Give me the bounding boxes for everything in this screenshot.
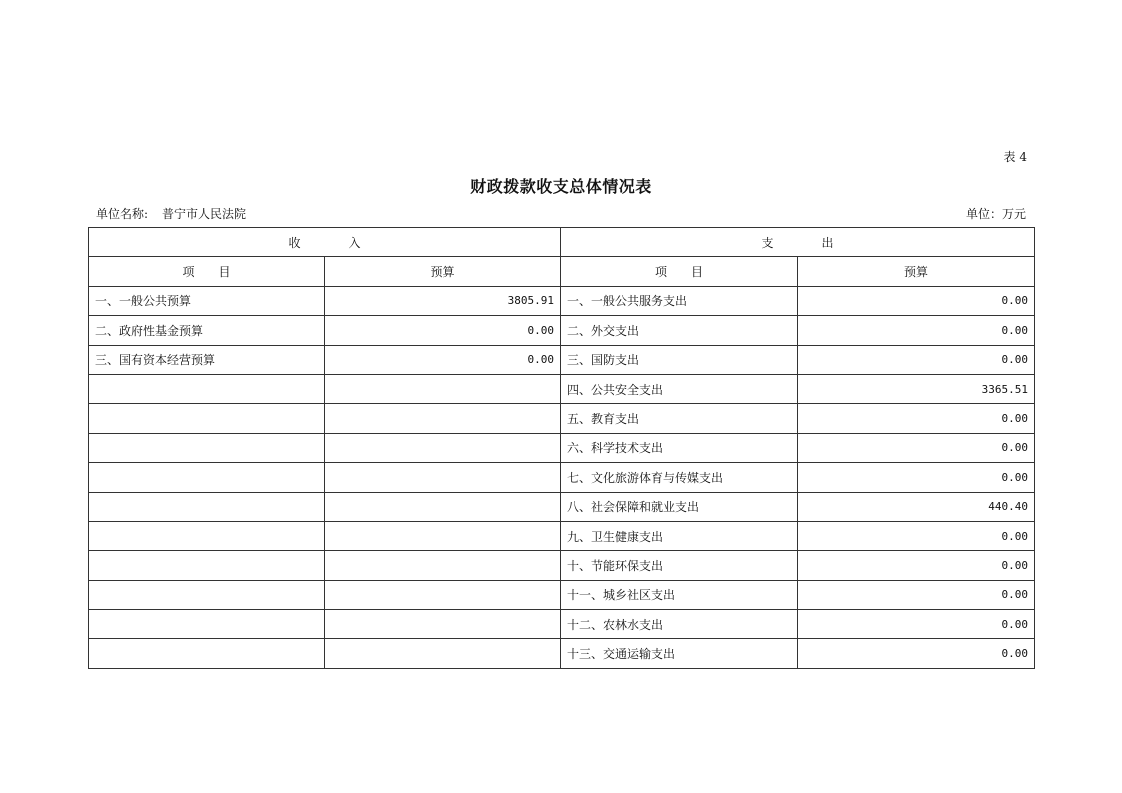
income-item-cell: 三、国有资本经营预算 [89, 345, 325, 374]
income-amount-cell [325, 463, 561, 492]
expenditure-item-cell: 五、教育支出 [561, 404, 798, 433]
expenditure-amount-cell: 0.00 [798, 551, 1035, 580]
section-header-row [89, 228, 1035, 257]
expenditure-budget-header: 预算 [798, 257, 1035, 286]
unit-name-value: 普宁市人民法院 [162, 207, 247, 221]
meta-row [96, 205, 1026, 222]
expenditure-item-cell: 八、社会保障和就业支出 [561, 492, 798, 521]
table-row [89, 610, 1035, 639]
income-amount-cell [325, 610, 561, 639]
table-row [89, 463, 1035, 492]
expenditure-amount-cell: 0.00 [798, 463, 1035, 492]
income-amount-cell [325, 404, 561, 433]
income-amount-cell [325, 374, 561, 403]
income-item-cell: 一、一般公共预算 [89, 286, 325, 315]
income-budget-header: 预算 [325, 257, 561, 286]
expenditure-amount-cell: 3365.51 [798, 374, 1035, 403]
expenditure-item-cell: 四、公共安全支出 [561, 374, 798, 403]
table-row [89, 374, 1035, 403]
expenditure-item-cell: 十、节能环保支出 [561, 551, 798, 580]
expenditure-item-cell: 二、外交支出 [561, 316, 798, 345]
table-row [89, 345, 1035, 374]
expenditure-item-header: 项 目 [561, 257, 798, 286]
income-amount-cell: 0.00 [325, 345, 561, 374]
table-row [89, 433, 1035, 462]
table-number: 表 4 [1003, 150, 1027, 164]
income-item-cell [89, 404, 325, 433]
income-item-cell [89, 374, 325, 403]
income-amount-cell [325, 580, 561, 609]
income-amount-cell: 3805.91 [325, 286, 561, 315]
income-item-cell [89, 492, 325, 521]
table-row [89, 580, 1035, 609]
expenditure-item-cell: 七、文化旅游体育与传媒支出 [561, 463, 798, 492]
table-row [89, 521, 1035, 550]
expenditure-amount-cell: 0.00 [798, 521, 1035, 550]
expenditure-item-cell: 九、卫生健康支出 [561, 521, 798, 550]
expenditure-item-cell: 十一、城乡社区支出 [561, 580, 798, 609]
expenditure-item-cell: 六、科学技术支出 [561, 433, 798, 462]
expenditure-item-cell: 一、一般公共服务支出 [561, 286, 798, 315]
unit-name-block [96, 205, 246, 222]
column-header-row [89, 257, 1035, 286]
income-amount-cell [325, 551, 561, 580]
table-row [89, 492, 1035, 521]
income-item-cell [89, 521, 325, 550]
income-item-cell [89, 639, 325, 668]
income-amount-cell [325, 492, 561, 521]
income-item-header: 项 目 [89, 257, 325, 286]
table-row [89, 551, 1035, 580]
income-item-cell [89, 433, 325, 462]
expenditure-item-cell: 三、国防支出 [561, 345, 798, 374]
expenditure-amount-cell: 0.00 [798, 316, 1035, 345]
expenditure-amount-cell: 0.00 [798, 404, 1035, 433]
expenditure-amount-cell: 0.00 [798, 639, 1035, 668]
currency-unit: 单位：万元 [965, 207, 1026, 221]
income-item-cell [89, 610, 325, 639]
income-amount-cell [325, 521, 561, 550]
table-row [89, 286, 1035, 315]
table-row [89, 404, 1035, 433]
income-amount-cell [325, 433, 561, 462]
expenditure-amount-cell: 440.40 [798, 492, 1035, 521]
expenditure-amount-cell: 0.00 [798, 345, 1035, 374]
income-item-cell [89, 551, 325, 580]
budget-table [88, 227, 1035, 669]
expenditure-amount-cell: 0.00 [798, 610, 1035, 639]
unit-name-label: 单位名称: [96, 207, 149, 221]
table-row [89, 639, 1035, 668]
income-item-cell [89, 580, 325, 609]
income-amount-cell: 0.00 [325, 316, 561, 345]
expenditure-amount-cell: 0.00 [798, 580, 1035, 609]
income-item-cell [89, 463, 325, 492]
expenditure-section-header: 支 出 [561, 228, 1035, 257]
page-title: 财政拨款收支总体情况表 [470, 177, 652, 196]
expenditure-item-cell: 十二、农林水支出 [561, 610, 798, 639]
expenditure-item-cell: 十三、交通运输支出 [561, 639, 798, 668]
table-row [89, 316, 1035, 345]
income-section-header: 收 入 [89, 228, 561, 257]
expenditure-amount-cell: 0.00 [798, 286, 1035, 315]
income-amount-cell [325, 639, 561, 668]
income-item-cell: 二、政府性基金预算 [89, 316, 325, 345]
expenditure-amount-cell: 0.00 [798, 433, 1035, 462]
